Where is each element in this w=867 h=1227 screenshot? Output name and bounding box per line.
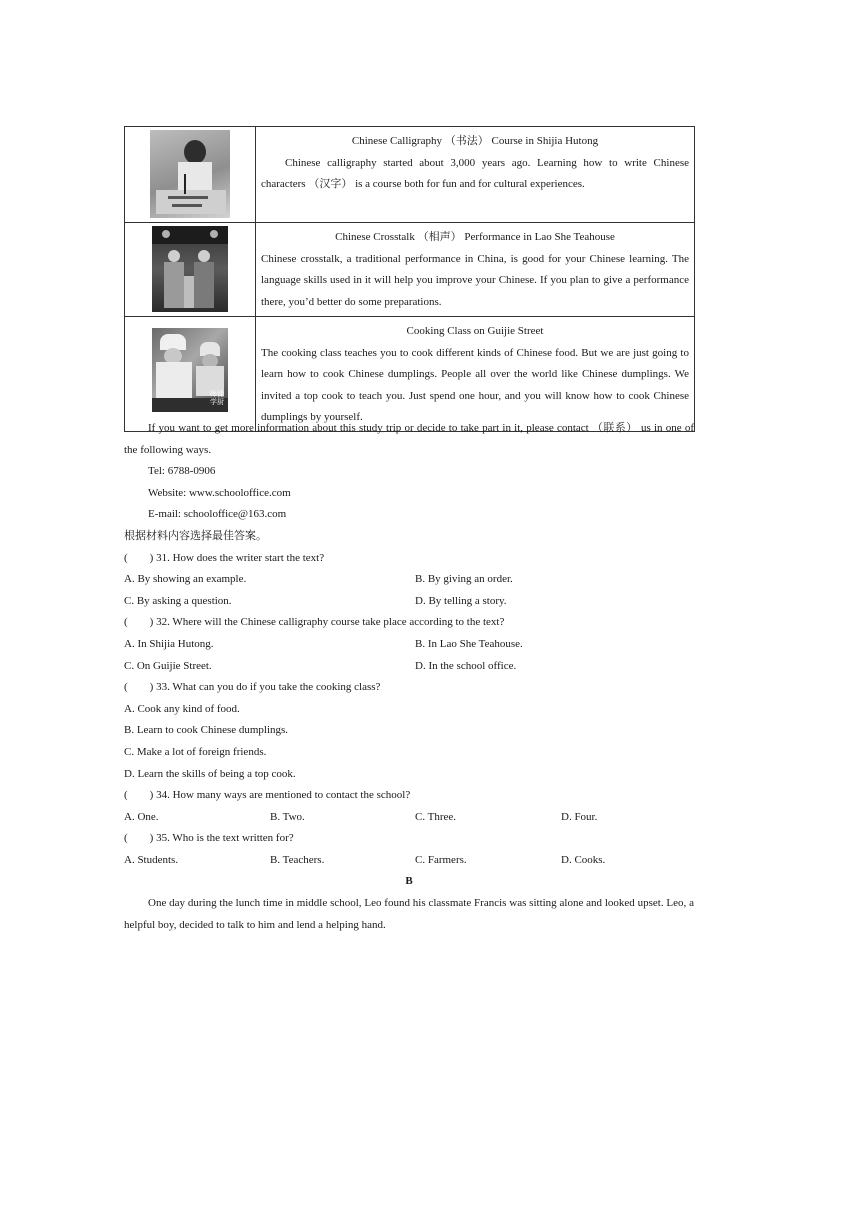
- row-description: The cooking class teaches you to cook different kinds of Chinese food. But we are just going to learn how to cook Chinese dumplings. People all over the world like Chinese dumplings. We invited a top cook to teach you. Just spend one hour, and you will know how to cook Chinese dumplings by yourself.: [261, 346, 689, 423]
- option-c[interactable]: C. On Guijie Street.: [124, 659, 212, 672]
- photo-cell: [125, 317, 256, 432]
- option-c[interactable]: C. Make a lot of foreign friends.: [124, 745, 267, 758]
- photo-cell: [125, 127, 256, 223]
- question-33: [124, 677, 694, 785]
- row-description: Chinese calligraphy started about 3,000 years ago. Learning how to write Chinese characters （汉字） is a course both for fun and for cultural experiences.: [261, 156, 689, 190]
- row-title: Chinese Crosstalk （相声） Performance in Lao She Teahouse: [335, 231, 615, 243]
- option-a[interactable]: A. One.: [124, 810, 159, 823]
- row-description: Chinese crosstalk, a traditional performance in China, is good for your Chinese learning. The language skills used in it will help you improve your Chinese. If you plan to give a performance there, you’d better do some preparations.: [261, 252, 689, 308]
- option-c[interactable]: C. By asking a question.: [124, 594, 232, 607]
- question-stem: ( ) 31. How does the writer start the text?: [124, 551, 325, 564]
- photo-cell: [125, 223, 256, 317]
- course-table: [124, 126, 695, 432]
- question-34: [124, 785, 694, 828]
- contact-intro: If you want to get more information about this study trip or decide to take part in it, please contact （联系） us in one of the following ways.: [124, 422, 694, 456]
- option-d[interactable]: D. Four.: [561, 810, 598, 823]
- contact-tel: Tel: 6788-0906: [148, 465, 216, 478]
- table-row: [125, 127, 695, 223]
- option-a[interactable]: A. Cook any kind of food.: [124, 702, 240, 715]
- option-b[interactable]: B. In Lao She Teahouse.: [415, 637, 523, 650]
- instruction: 根据材料内容选择最佳答案。: [124, 529, 267, 542]
- question-stem: ( ) 32. Where will the Chinese calligraphy course take place according to the text?: [124, 616, 505, 629]
- row-text: [256, 317, 695, 432]
- cooking-photo: [152, 328, 228, 412]
- option-d[interactable]: D. Cooks.: [561, 853, 606, 866]
- option-row: [124, 850, 694, 872]
- option-row: [124, 569, 694, 591]
- option-b[interactable]: B. Two.: [270, 810, 305, 823]
- option-c[interactable]: C. Farmers.: [415, 853, 467, 866]
- option-row: [124, 656, 694, 678]
- row-title: Cooking Class on Guijie Street: [406, 325, 544, 337]
- option-a[interactable]: A. In Shijia Hutong.: [124, 637, 214, 650]
- option-b[interactable]: B. Learn to cook Chinese dumplings.: [124, 724, 289, 737]
- question-stem: ( ) 35. Who is the text written for?: [124, 832, 294, 845]
- question-35: [124, 828, 694, 871]
- question-31: [124, 548, 694, 613]
- option-b[interactable]: B. Teachers.: [270, 853, 325, 866]
- calligraphy-photo: [150, 130, 230, 218]
- crosstalk-photo: [152, 226, 228, 312]
- table-row: [125, 223, 695, 317]
- option-d[interactable]: D. In the school office.: [415, 659, 517, 672]
- question-stem: ( ) 33. What can you do if you take the cooking class?: [124, 681, 381, 694]
- option-row: [124, 634, 694, 656]
- question-stem: ( ) 34. How many ways are mentioned to contact the school?: [124, 789, 411, 802]
- row-title: Chinese Calligraphy （书法） Course in Shijia Hutong: [351, 135, 599, 147]
- option-a[interactable]: A. By showing an example.: [124, 573, 247, 586]
- option-b[interactable]: B. By giving an order.: [415, 573, 513, 586]
- option-row: [124, 807, 694, 829]
- passage-body: [124, 418, 694, 936]
- section-heading: B: [405, 875, 413, 888]
- contact-email: E-mail: schooloffice@163.com: [148, 508, 287, 521]
- option-d[interactable]: D. By telling a story.: [415, 594, 507, 607]
- question-32: [124, 612, 694, 677]
- row-text: [256, 127, 695, 223]
- photo-caption: 师徒学厨: [210, 390, 224, 406]
- table-row: [125, 317, 695, 432]
- option-row: [124, 591, 694, 613]
- option-a[interactable]: A. Students.: [124, 853, 179, 866]
- option-d[interactable]: D. Learn the skills of being a top cook.: [124, 767, 296, 780]
- contact-website: Website: www.schooloffice.com: [148, 486, 291, 499]
- option-c[interactable]: C. Three.: [415, 810, 457, 823]
- story-paragraph: One day during the lunch time in middle school, Leo found his classmate Francis was sitting alone and looked upset. Leo, a helpful boy, decided to talk to him and lend a helping hand.: [124, 897, 694, 931]
- row-text: [256, 223, 695, 317]
